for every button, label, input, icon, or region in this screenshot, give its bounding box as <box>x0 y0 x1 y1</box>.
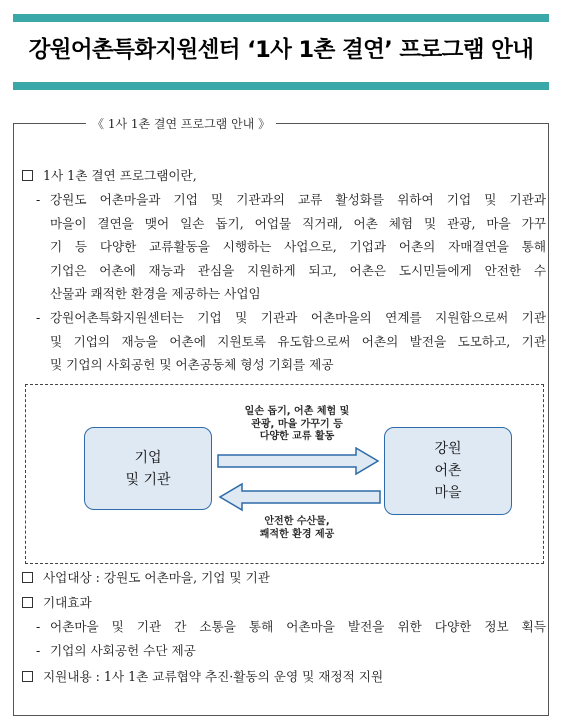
village-node-line: 강원 <box>434 441 462 457</box>
dash-marker: - <box>36 310 41 325</box>
intro-heading-text: 1사 1촌 결연 프로그램이란, <box>43 168 197 183</box>
effect-item: 기업의 사회공헌 수단 제공 <box>50 642 196 658</box>
checkbox-square-icon <box>22 671 33 682</box>
bottom-arrow-note <box>212 516 382 541</box>
effect-item: 어촌마을 및 기관 간 소통을 통해 어촌마을 발전을 위한 다양한 정보 획득 <box>50 619 546 634</box>
dash-marker: - <box>36 642 41 658</box>
intro-heading <box>22 164 546 187</box>
checkbox-square-icon <box>22 597 33 608</box>
program-info-box <box>13 117 549 716</box>
effect-heading <box>22 591 546 614</box>
note-line: 관광, 마을 가꾸기 등 <box>251 418 343 430</box>
exchange-arrows <box>216 447 382 513</box>
intro-bullet-2 <box>22 306 546 377</box>
effect-list <box>22 615 546 662</box>
note-line: 일손 돕기, 어촌 체험 및 <box>244 406 350 417</box>
bullet-line: 마을이 결연을 맺어 일손 돕기, 어업물 직거래, 어촌 체험 및 관광, 마을 가꾸 <box>50 215 546 231</box>
village-node <box>384 427 512 515</box>
effect-heading-text: 기대효과 <box>43 595 92 610</box>
target-text: 사업대상 : 강원도 어촌마을, 기업 및 기관 <box>43 570 270 585</box>
note-line: 쾌적한 환경 제공 <box>259 528 335 540</box>
bullet-line: 강원도 어촌마을과 기업 및 기관과의 교류 활성화를 위하여 기업 및 기관과 <box>50 192 546 207</box>
left-arrow-icon <box>220 484 380 510</box>
support-text: 지원내용 : 1사 1촌 교류협약 추진·활동의 운영 및 재정적 지원 <box>43 669 384 684</box>
bullet-line: 산물과 쾌적한 환경을 제공하는 사업임 <box>50 286 261 302</box>
village-node-line: 어촌 <box>434 463 462 479</box>
right-arrow-icon <box>218 448 378 474</box>
checkbox-square-icon <box>22 572 33 583</box>
header-bottom-bar <box>13 82 549 90</box>
bullet-line: 강원어촌특화지원센터는 기업 및 기관과 어촌마을의 연계를 지원함으로써 기관 <box>50 310 546 325</box>
bullet-line: 및 기업의 사회공헌 및 어촌공동체 형성 기회를 제공 <box>50 357 334 373</box>
bullet-line: 및 기업의 재능을 어촌에 지원토록 유도함으로써 어촌의 발전을 도모하고, 기관 <box>50 333 546 349</box>
company-node-line: 기업 <box>134 449 162 466</box>
top-arrow-note <box>212 406 382 444</box>
bullet-line: 기업은 어촌에 재능과 관심을 지원하게 되고, 어촌은 도시민들에게 안전한 수 <box>50 262 546 278</box>
company-node <box>84 427 212 510</box>
company-node-line: 및 기관 <box>125 471 171 488</box>
note-line: 다양한 교류 활동 <box>259 431 335 442</box>
intro-bullet-1 <box>22 188 546 306</box>
dash-marker: - <box>36 192 41 207</box>
exchange-diagram <box>25 384 544 564</box>
box-legend: 《 1사 1촌 결연 프로그램 안내 》 <box>86 115 276 132</box>
target-line <box>22 566 546 589</box>
page-title: 강원어촌특화지원센터 ‘1사 1촌 결연’ 프로그램 안내 <box>28 37 534 63</box>
bullet-line: 기 등 다양한 교류활동을 시행하는 사업으로, 기업과 어촌의 자매결연을 통해 <box>50 239 546 255</box>
note-line: 안전한 수산물, <box>264 516 330 527</box>
dash-marker: - <box>36 619 41 634</box>
village-node-line: 마을 <box>434 485 462 501</box>
checkbox-square-icon <box>22 170 33 181</box>
header-top-bar <box>13 14 549 22</box>
support-line <box>22 665 546 688</box>
